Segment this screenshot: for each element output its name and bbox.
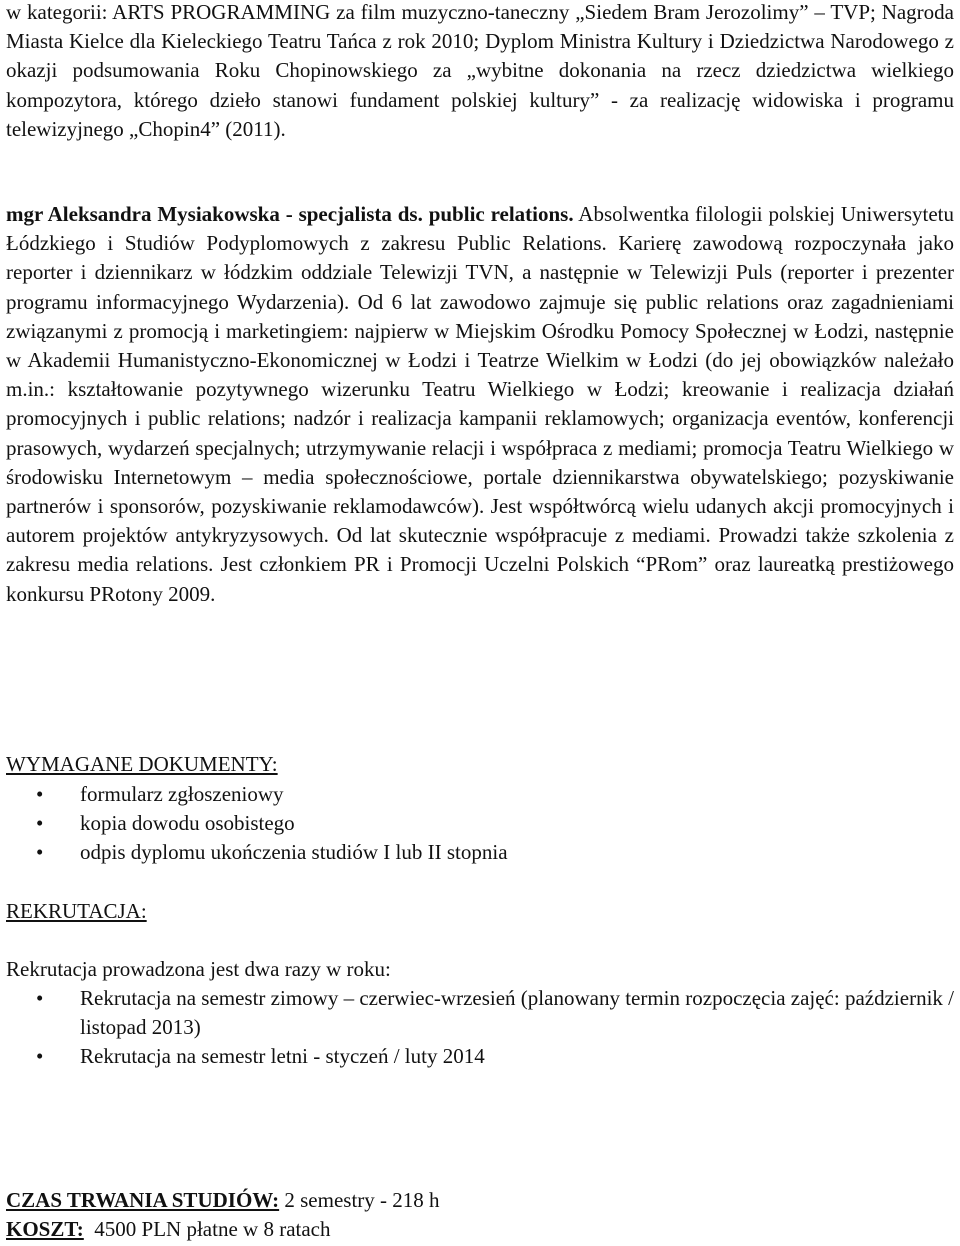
- study-duration: [6, 1186, 440, 1215]
- list-item: • formularz zgłoszeniowy: [6, 780, 954, 809]
- recruitment-heading: REKRUTACJA:: [6, 899, 147, 923]
- bullet-icon: •: [36, 782, 44, 806]
- study-cost: [6, 1215, 331, 1244]
- bullet-icon: •: [36, 1044, 44, 1068]
- list-item: • kopia dowodu osobistego: [6, 809, 954, 838]
- recruitment-list: [6, 984, 954, 1071]
- list-item: • Rekrutacja na semestr letni - styczeń / luty 2014: [6, 1042, 954, 1071]
- bullet-icon: •: [36, 986, 44, 1010]
- list-item: • odpis dyplomu ukończenia studiów I lub II stopnia: [6, 838, 954, 867]
- bio-paragraph: [6, 200, 954, 609]
- awards-paragraph: w kategorii: ARTS PROGRAMMING za film muzyczno-taneczny „Siedem Bram Jerozolimy” – TVP; Nagroda Miasta Kielce dla Kieleckiego Teatru Tańca z rok 2010; Dyplom Ministra Kultury i Dziedzictwa Narodowego z okazji podsumowania Roku Chopinowskiego za „wybitne dokonania na rzecz dziedzictwa wielkiego kompozytora, którego dzieło stanowi fundament polskiej kultury” - za realizację widowiska i programu telewizyjnego „Chopin4” (2011).: [6, 0, 954, 141]
- cost-value: 4500 PLN płatne w 8 ratach: [83, 1217, 331, 1241]
- bullet-icon: •: [36, 811, 44, 835]
- cost-label: KOSZT:: [6, 1217, 84, 1241]
- bio-name-role: mgr Aleksandra Mysiakowska - specjalista ds. public relations.: [6, 202, 574, 226]
- recruitment-intro: Rekrutacja prowadzona jest dwa razy w roku:: [6, 957, 391, 981]
- bio-text: Absolwentka filologii polskiej Uniwersytetu Łódzkiego i Studiów Podyplomowych z zakresu Public Relations. Karierę zawodową rozpoczynała jako reporter i dziennikarz w łódzkim oddziale Telewizji TVN, a następnie w Telewizji Puls (reporter i prezenter programu informacyjnego Wydarzenia). Od 6 lat zawodowo zajmuje się public relations oraz zagadnieniami związanymi z promocją i marketingiem: najpierw w Miejskim Ośrodku Pomocy Społecznej w Łodzi, następnie w Akademii Humanistyczno-Ekonomicznej w Łodzi i Teatrze Wielkim w Łodzi (do jej obowiązków należało m.in.: kształtowanie pozytywnego wizerunku Teatru Wielkiego w Łodzi; kreowanie i realizacja działań promocyjnych i public relations; nadzór i realizacja kampanii reklamowych; organizacja eventów, konferencji prasowych, wydarzeń specjalnych; utrzymywanie relacji i współpraca z mediami; promocja Teatru Wielkiego w środowisku Internetowym – media społecznościowe, portale dziennikarstwa obywatelskiego; pozyskiwanie partnerów i sponsorów, pozyskiwanie reklamodawców). Jest współtwórcą wielu udanych akcji promocyjnych i autorem projektów antykryzysowych. Od lat skutecznie współpracuje z mediami. Prowadzi także szkolenia z zakresu media relations. Jest członkiem PR i Promocji Uczelni Polskich “PRom” oraz laureatką prestiżowego konkursu PRotony 2009.: [6, 202, 954, 606]
- bullet-icon: •: [36, 840, 44, 864]
- duration-label: CZAS TRWANIA STUDIÓW:: [6, 1188, 280, 1212]
- duration-value: 2 semestry - 218 h: [279, 1188, 440, 1212]
- list-item: • Rekrutacja na semestr zimowy – czerwiec-wrzesień (planowany termin rozpoczęcia zajęć: październik / listopad 2013): [36, 986, 954, 1039]
- required-documents-heading: WYMAGANE DOKUMENTY:: [6, 752, 278, 776]
- required-documents-list: [6, 780, 954, 867]
